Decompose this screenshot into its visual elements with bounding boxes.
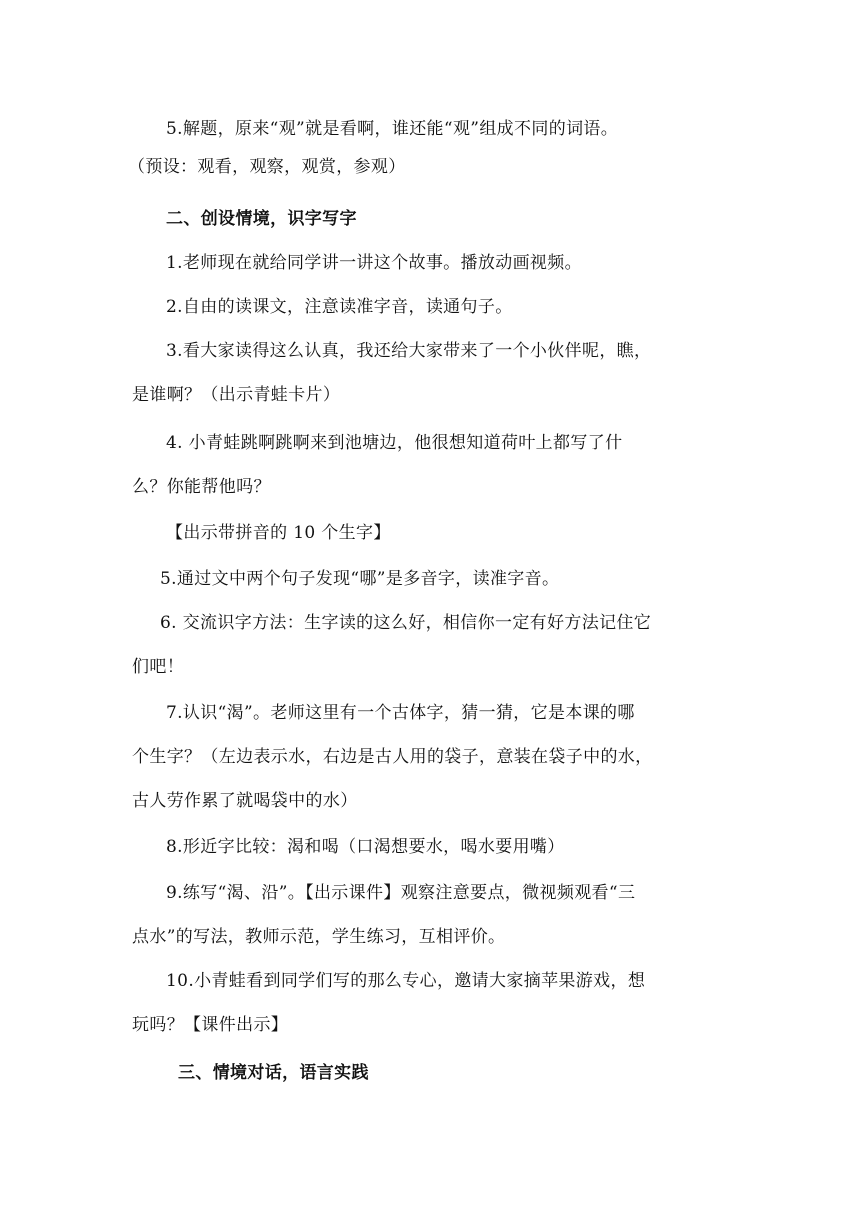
text-line: 【出示带拼音的 10 个生字】 [166,523,391,543]
paragraph-show-characters [132,514,732,552]
text-line: 点水”的写法，教师示范，学生练习，互相评价。 [132,927,506,947]
paragraph-step2 [132,288,732,326]
paragraph-step7 [132,694,732,820]
text-line: 7.认识“渴”。老师这里有一个古体字，猜一猜，它是本课的哪 [166,703,635,723]
text-line: 5.解题，原来“观”就是看啊，谁还能“观”组成不同的词语。 [166,119,619,139]
paragraph-step8 [132,828,732,866]
text-line: 8.形近字比较：渴和喝（口渴想要水，喝水要用嘴） [166,837,565,857]
paragraph-step5-polyphone [132,560,732,598]
paragraph-step1 [132,244,732,282]
text-line: 6. 交流识字方法：生字读的这么好，相信你一定有好方法记住它 [160,613,652,633]
paragraph-step5-title-explanation [128,110,732,186]
section-heading-2 [132,200,732,238]
text-line: 们吧！ [132,657,185,677]
text-line: 10.小青蛙看到同学们写的那么专心，邀请大家摘苹果游戏，想 [166,971,646,991]
text-line: 1.老师现在就给同学讲一讲这个故事。播放动画视频。 [166,253,582,273]
text-line: （预设：观看，观察，观赏，参观） [128,157,406,177]
section-heading-3 [132,1054,732,1092]
text-line: 是谁啊？（出示青蛙卡片） [132,385,341,405]
text-line: 个生字？（左边表示水，右边是古人用的袋子，意装在袋子中的水， [132,747,653,767]
heading-text: 二、创设情境，识字写字 [166,209,357,229]
text-line: 5.通过文中两个句子发现“哪”是多音字，读准字音。 [160,569,560,589]
paragraph-step9 [132,874,732,956]
paragraph-step10 [132,962,732,1044]
heading-text: 三、情境对话，语言实践 [178,1063,369,1083]
paragraph-step3 [132,332,732,414]
text-line: 4. 小青蛙跳啊跳啊来到池塘边，他很想知道荷叶上都写了什 [166,433,623,453]
text-line: 3.看大家读得这么认真，我还给大家带来了一个小伙伴呢，瞧， [166,341,652,361]
text-line: 古人劳作累了就喝袋中的水） [132,791,358,811]
text-line: 么？你能帮他吗？ [132,477,271,497]
paragraph-step6 [132,604,732,686]
paragraph-step4 [132,424,732,506]
text-line: 9.练写“渴、沿”。【出示课件】观察注意要点，微视频观看“三 [166,883,636,903]
text-line: 玩吗？【课件出示】 [132,1015,289,1035]
text-line: 2.自由的读课文，注意读准字音，读通句子。 [166,297,513,317]
